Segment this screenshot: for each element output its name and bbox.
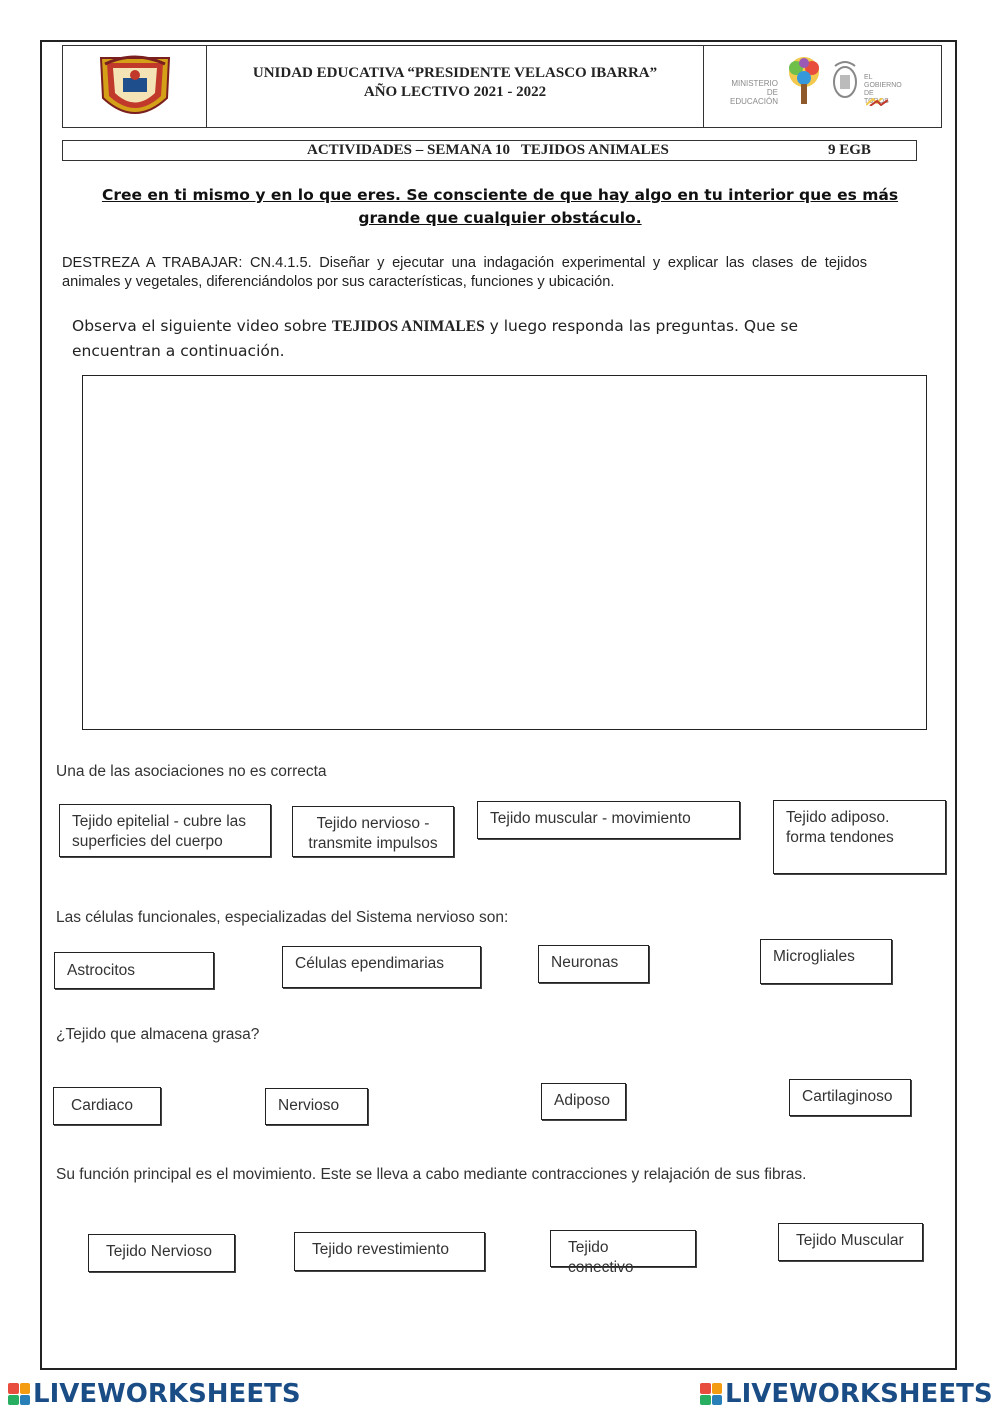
header-table xyxy=(62,45,942,128)
ministry-logos-cell xyxy=(704,46,941,127)
question-2-prompt: Las células funcionales, especializadas del Sistema nervioso son: xyxy=(56,909,509,926)
q4-option-3[interactable]: Tejido conectivo xyxy=(550,1230,696,1267)
q1-option-4[interactable]: Tejido adiposo. forma tendones xyxy=(773,800,946,874)
question-1-prompt: Una de las asociaciones no es correcta xyxy=(56,763,327,780)
liveworksheets-logo-right[interactable]: LIVEWORKSHEETS xyxy=(700,1380,993,1408)
motivational-motto: Cree en ti mismo y en lo que eres. Se consciente de que hay algo en tu interior que es más grande que cualquier obstáculo. xyxy=(101,186,899,227)
liveworksheets-icon xyxy=(8,1383,30,1405)
q2-option-4[interactable]: Microgliales xyxy=(760,939,892,984)
q4-option-2[interactable]: Tejido revestimiento xyxy=(294,1232,485,1271)
video-embed-area[interactable] xyxy=(82,375,927,730)
tree-logo-icon xyxy=(786,54,822,110)
gobierno-flag-icon xyxy=(866,98,888,106)
grade-label: 9 EGB xyxy=(828,142,871,158)
school-logo-cell xyxy=(63,46,207,127)
activities-title: ACTIVIDADES – SEMANA 10 TEJIDOS ANIMALES xyxy=(307,142,669,158)
liveworksheets-logo-left[interactable]: LIVEWORKSHEETS xyxy=(8,1380,301,1408)
q2-option-3[interactable]: Neuronas xyxy=(538,945,649,983)
school-year: AÑO LECTIVO 2021 - 2022 xyxy=(363,83,547,100)
q2-option-1[interactable]: Astrocitos xyxy=(54,952,214,989)
question-4-prompt: Su función principal es el movimiento. Este se lleva a cabo mediante contracciones y relajación de sus fibras. xyxy=(56,1166,807,1183)
q2-option-2[interactable]: Células ependimarias xyxy=(282,946,481,988)
coat-of-arms-icon xyxy=(829,58,861,106)
question-3-prompt: ¿Tejido que almacena grasa? xyxy=(56,1026,260,1043)
school-name: UNIDAD EDUCATIVA “PRESIDENTE VELASCO IBARRA” xyxy=(252,64,658,81)
school-crest-icon xyxy=(63,46,206,129)
destreza-text: DESTREZA A TRABAJAR: CN.4.1.5. Diseñar y ejecutar una indagación experimental y explicar las clases de tejidos animales y vegetales, diferenciándolos por sus características, funciones y ubicación. xyxy=(62,255,867,290)
q1-option-3[interactable]: Tejido muscular - movimiento xyxy=(477,801,740,839)
q3-option-3[interactable]: Adiposo xyxy=(541,1083,626,1120)
activities-bar xyxy=(62,140,917,161)
school-title-cell xyxy=(207,46,704,127)
q1-option-2[interactable]: Tejido nervioso - transmite impulsos xyxy=(292,806,454,857)
video-instruction: Observa el siguiente video sobre TEJIDOS ANIMALES y luego responda las preguntas. Que se encuentran a continuación. xyxy=(72,317,799,360)
ministerio-label: MINISTERIO DE EDUCACIÓN xyxy=(730,79,779,106)
liveworksheets-icon xyxy=(700,1383,722,1405)
q3-option-2[interactable]: Nervioso xyxy=(265,1088,368,1125)
q4-option-4[interactable]: Tejido Muscular xyxy=(778,1223,923,1261)
q1-option-1[interactable]: Tejido epitelial - cubre las superficies del cuerpo xyxy=(59,804,271,857)
q4-option-1[interactable]: Tejido Nervioso xyxy=(88,1234,235,1272)
q3-option-4[interactable]: Cartilaginoso xyxy=(789,1079,911,1116)
q3-option-1[interactable]: Cardiaco xyxy=(53,1087,161,1125)
gobierno-label: EL GOBIERNO DE TODOS xyxy=(864,74,902,105)
